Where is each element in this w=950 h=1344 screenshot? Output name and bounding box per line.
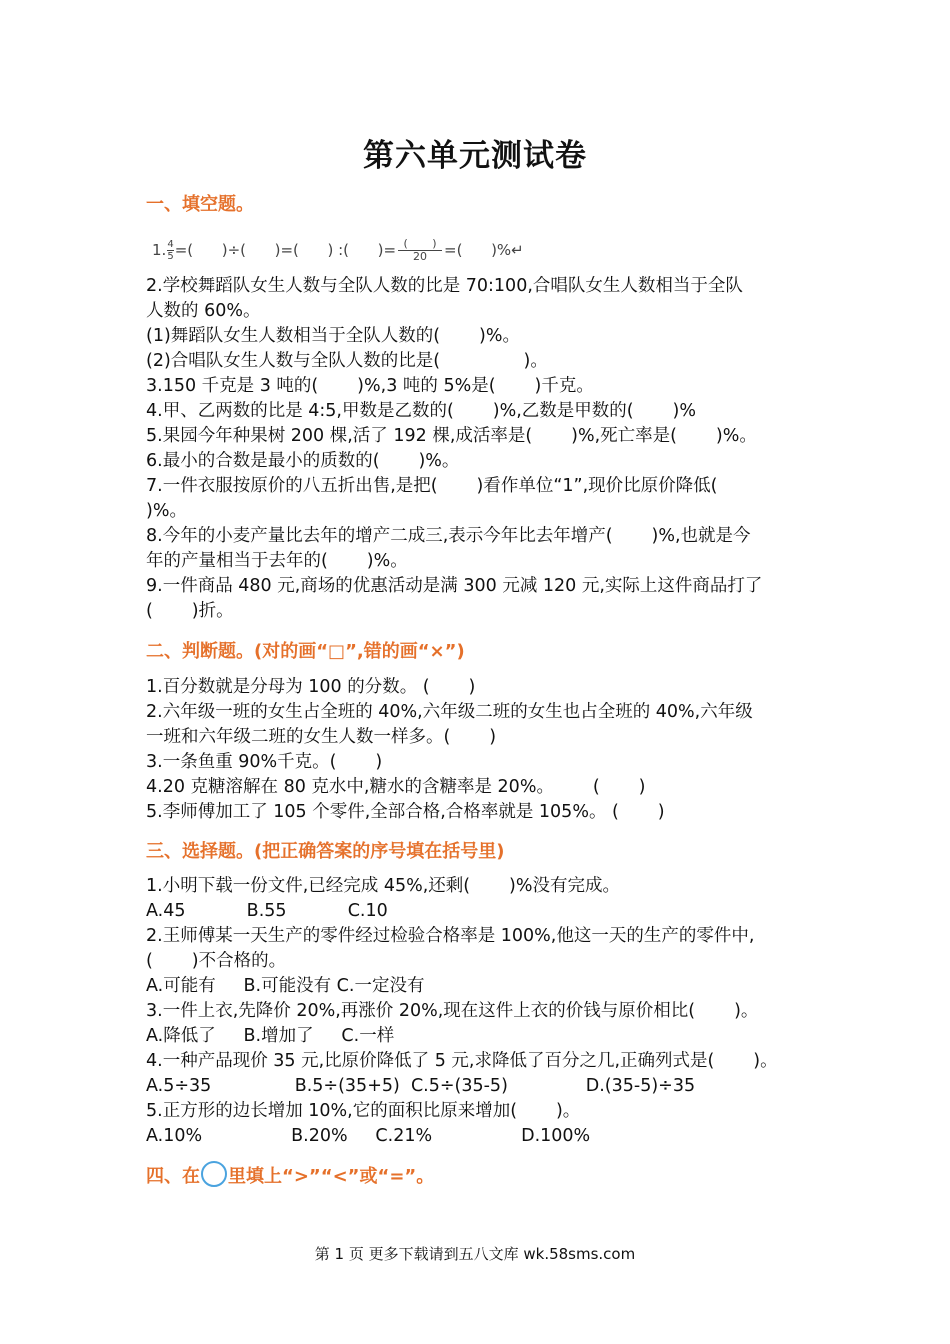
compare-heading-after: 里填上“>”“<”或“=”。 <box>228 1166 435 1187</box>
circle-icon <box>201 1161 227 1187</box>
judge-line: 4.20 克糖溶解在 80 克水中,糖水的含糖率是 20%。 ( ) <box>146 777 646 797</box>
fill-line: 2.学校舞蹈队女生人数与全队人数的比是 70:100,合唱队女生人数相当于全队 <box>146 276 743 296</box>
fill-line: 4.甲、乙两数的比是 4:5,甲数是乙数的( )%,乙数是甲数的( )% <box>146 401 696 421</box>
section-heading-fill-blank: 一、填空题。 <box>146 194 254 215</box>
fill-line: 8.今年的小麦产量比去年的增产二成三,表示今年比去年增产( )%,也就是今 <box>146 526 751 546</box>
fill-line: 年的产量相当于去年的( )%。 <box>146 551 408 571</box>
fill-line: (2)合唱队女生人数与全队人数的比是( )。 <box>146 351 548 371</box>
q1-blank-numerator: ( ) <box>403 236 437 250</box>
choice-line: A.降低了 B.增加了 C.一样 <box>146 1026 395 1046</box>
judge-line: 3.一条鱼重 90%千克。( ) <box>146 752 383 772</box>
choice-line: 3.一件上衣,先降价 20%,再涨价 20%,现在这件上衣的价钱与原价相比( )。 <box>146 1001 759 1021</box>
question-1-equation <box>152 236 524 264</box>
choice-line: A.可能有 B.可能没有 C.一定没有 <box>146 976 425 996</box>
section-heading-judge: 二、判断题。(对的画“□”,错的画“×”) <box>146 641 465 662</box>
fill-line: 7.一件衣服按原价的八五折出售,是把( )看作单位“1”,现价比原价降低( <box>146 476 718 496</box>
fill-line: (1)舞蹈队女生人数相当于全队人数的( )%。 <box>146 326 521 346</box>
q1-blank-denominator: 20 <box>413 249 428 263</box>
choice-line: A.10% B.20% C.21% D.100% <box>146 1126 591 1146</box>
q1-prefix: 1. <box>152 241 167 259</box>
choice-line: 4.一种产品现价 35 元,比原价降低了 5 元,求降低了百分之几,正确列式是( )。 <box>146 1051 778 1071</box>
page-title: 第六单元测试卷 <box>363 138 587 174</box>
choice-line: 5.正方形的边长增加 10%,它的面积比原来增加( )。 <box>146 1101 581 1121</box>
fill-line: 6.最小的合数是最小的质数的( )%。 <box>146 451 460 471</box>
fill-line: ( )折。 <box>146 601 234 621</box>
choice-line: 2.王师傅某一天生产的零件经过检验合格率是 100%,他这一天的生产的零件中, <box>146 926 755 946</box>
choice-line: A.5÷35 B.5÷(35+5) C.5÷(35-5) D.(35-5)÷35 <box>146 1076 696 1096</box>
q1-fraction-denominator: 5 <box>167 250 174 262</box>
q1-fraction <box>167 239 173 262</box>
q1-fraction-numerator: 4 <box>167 238 174 250</box>
q1-middle: =( )÷( )=( ) :( )= <box>174 241 397 259</box>
judge-line: 1.百分数就是分母为 100 的分数。 ( ) <box>146 677 476 697</box>
choice-line: 1.小明下载一份文件,已经完成 45%,还剩( )%没有完成。 <box>146 876 621 896</box>
section-heading-choice: 三、选择题。(把正确答案的序号填在括号里) <box>146 841 505 862</box>
judge-line: 5.李师傅加工了 105 个零件,全部合格,合格率就是 105%。 ( ) <box>146 802 665 822</box>
q1-blank-fraction <box>398 238 442 263</box>
choice-line: A.45 B.55 C.10 <box>146 901 388 921</box>
fill-line: 5.果园今年种果树 200 棵,活了 192 棵,成活率是( )%,死亡率是( )%。 <box>146 426 757 446</box>
fill-line: 3.150 千克是 3 吨的( )%,3 吨的 5%是( )千克。 <box>146 376 594 396</box>
judge-line: 一班和六年级二班的女生人数一样多。( ) <box>146 727 497 747</box>
section-heading-compare <box>146 1161 434 1188</box>
judge-line: 2.六年级一班的女生占全班的 40%,六年级二班的女生也占全班的 40%,六年级 <box>146 702 753 722</box>
page-footer: 第 1 页 更多下载请到五八文库 wk.58sms.com <box>314 1245 636 1263</box>
fill-line: )%。 <box>146 501 187 521</box>
fill-line: 9.一件商品 480 元,商场的优惠活动是满 300 元减 120 元,实际上这件商品打了 <box>146 576 763 596</box>
compare-heading-before: 四、在 <box>146 1166 200 1187</box>
choice-line: ( )不合格的。 <box>146 951 287 971</box>
fill-line: 人数的 60%。 <box>146 301 261 321</box>
q1-suffix: =( )%↵ <box>444 241 524 259</box>
